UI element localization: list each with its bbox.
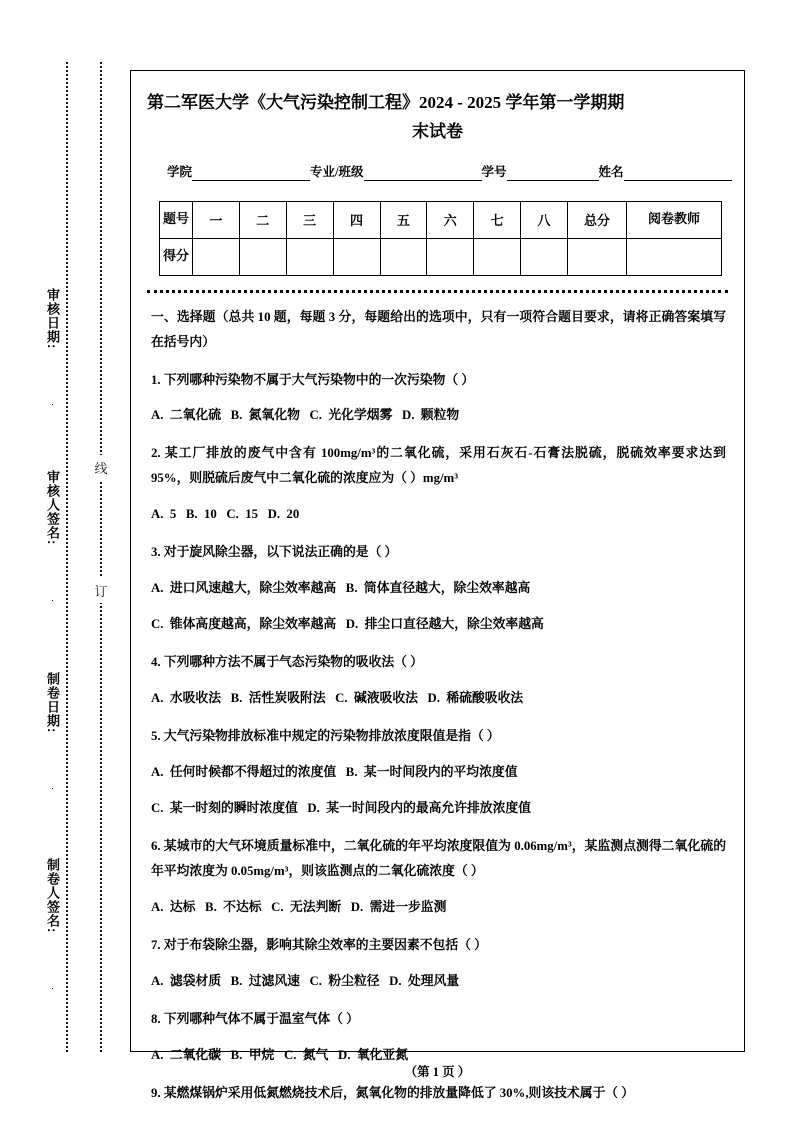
margin-label-reviewer-signature-rule [52,548,53,601]
question-7-options[interactable]: A. 滤袋材质 B. 过滤风速 C. 粉尘粒径 D. 处理风量 [151,973,460,988]
margin-label-reviewer-signature [18,470,62,601]
score-table-col-5: 五 [380,201,427,238]
score-cell-5[interactable] [380,238,427,275]
score-table-col-2: 二 [239,201,286,238]
margin-label-producer-signature-text: 制卷人签名: [45,858,60,934]
field-student-id-input[interactable] [507,167,599,181]
question-7-stem [151,933,726,958]
question-9-stem [151,1081,726,1106]
question-2-number: 2. [151,446,161,461]
score-table-col-1: 一 [193,201,240,238]
section-divider [147,290,728,293]
question-3-options-line-1[interactable]: A. 进口风速越大，除尘效率越高 B. 筒体直径越大，除尘效率越高 [151,581,531,596]
question-5-number: 5. [151,729,161,744]
score-cell-3[interactable] [286,238,333,275]
field-name-input[interactable] [624,167,732,181]
question-5-options-line-2[interactable]: C. 某一时刻的瞬时浓度值 D. 某一时间段内的最高允许排放浓度值 [151,800,531,815]
margin-label-production-date-rule [52,736,53,789]
page-title-line2: 末试卷 [412,122,463,142]
score-table-col-4: 四 [333,201,380,238]
field-major-class-input[interactable] [364,167,482,181]
score-table-col-total: 总分 [568,201,627,238]
field-college-label: 学院 [167,164,193,179]
question-8-text: 下列哪种气体不属于温室气体（ ） [163,1011,359,1026]
question-6-stem [151,834,726,884]
question-3-stem [151,540,726,565]
score-table-score-row [160,238,722,275]
question-5-text: 大气污染物排放标准中规定的污染物排放浓度限值是指（ ） [163,729,500,744]
page-footer: （第 1 页 ） [404,1065,471,1079]
score-cell-teacher[interactable] [627,238,722,275]
question-9-text: 某燃煤锅炉采用低氮燃烧技术后，氮氧化物的排放量降低了 30%,则该技术属于（ ） [163,1085,635,1100]
left-margin-labels [18,0,62,1122]
score-table-col-teacher: 阅卷教师 [627,201,722,238]
margin-label-review-date [18,288,62,405]
score-cell-total[interactable] [568,238,627,275]
score-table-header-row [160,201,722,238]
question-7-text: 对于布袋除尘器，影响其除尘效率的主要因素不包括（ ） [163,937,487,952]
question-2-stem [151,441,726,491]
binding-dashed-line-outer [66,62,68,1052]
margin-label-producer-signature-rule [52,936,53,989]
score-cell-7[interactable] [474,238,521,275]
question-3-number: 3. [151,545,161,560]
field-major-class-label: 专业/班级 [310,164,364,179]
question-1-options[interactable]: A. 二氧化硫 B. 氮氧化物 C. 光化学烟雾 D. 颗粒物 [151,408,460,423]
question-6-text: 某城市的大气环境质量标准中，二氧化硫的年平均浓度限值为 0.06mg/m³，某监测点测得二氧化硫的年平均浓度为 0.05mg/m³，则该监测点的二氧化硫浓度（ ） [151,838,726,878]
score-table-col-7: 七 [474,201,521,238]
section-heading: 一、选择题（总共 10 题，每题 3 分，每题给出的选项中，只有一项符合题目要求，请将正确答案填写在括号内） [151,309,726,349]
question-8-stem [151,1007,726,1032]
score-table-col-6: 六 [427,201,474,238]
score-cell-1[interactable] [193,238,240,275]
question-1-number: 1. [151,372,161,387]
question-9-number: 9. [151,1085,161,1100]
page-title: 第二军医大学《大气污染控制工程》2024 - 2025 学年第一学期期 [147,93,625,112]
question-4-options[interactable]: A. 水吸收法 B. 活性炭吸附法 C. 碱液吸收法 D. 稀硫酸吸收法 [151,691,524,706]
margin-label-producer-signature [18,858,62,989]
field-major-class [310,162,481,181]
identity-fields [167,162,724,181]
question-4-stem [151,650,726,675]
score-table [159,201,722,276]
question-1-text: 下列哪种污染物不属于大气污染物中的一次污染物（ ） [163,372,475,387]
question-8-number: 8. [151,1011,161,1026]
question-7-number: 7. [151,937,161,952]
question-4-text: 下列哪种方法不属于气态污染物的吸收法（ ） [163,655,423,670]
binding-mark-ding: 订 [90,578,112,603]
question-8-options[interactable]: A. 二氧化碳 B. 甲烷 C. 氮气 D. 氧化亚氮 [151,1047,409,1062]
binding-mark-xian: 线 [90,455,112,480]
margin-label-production-date-text: 制卷日期: [45,672,60,734]
question-4-number: 4. [151,655,161,670]
question-3-text: 对于旋风除尘器，以下说法正确的是（ ） [163,545,398,560]
question-2-text: 某工厂排放的废气中含有 100mg/m³的二氧化硫，采用石灰石-石膏法脱硫，脱硫效率要求达到 95%，则脱硫后废气中二氧化硫的浓度应为（ ）mg/m³ [151,446,726,486]
field-student-id [482,162,599,181]
question-6-options[interactable]: A. 达标 B. 不达标 C. 无法判断 D. 需进一步监测 [151,899,447,914]
score-table-col-8: 八 [521,201,568,238]
question-5-options-line-1[interactable]: A. 任何时候都不得超过的浓度值 B. 某一时间段内的平均浓度值 [151,765,518,780]
field-college [167,162,310,181]
binding-dashed-line-inner [100,62,102,1052]
score-cell-2[interactable] [239,238,286,275]
field-student-id-label: 学号 [481,164,507,179]
score-cell-6[interactable] [427,238,474,275]
field-college-input[interactable] [192,167,310,181]
question-3-options-line-2[interactable]: C. 锥体高度越高，除尘效率越高 D. 排尘口直径越大，除尘效率越高 [151,617,544,632]
score-cell-8[interactable] [521,238,568,275]
margin-label-review-date-rule [52,352,53,405]
margin-label-reviewer-signature-text: 审核人签名: [45,470,60,546]
questions-area [151,305,726,1106]
score-table-col-3: 三 [286,201,333,238]
margin-label-review-date-text: 审核日期: [45,288,60,350]
question-2-options[interactable]: A. 5 B. 10 C. 15 D. 20 [151,507,300,522]
margin-label-production-date [18,672,62,789]
question-1-stem [151,368,726,393]
question-6-number: 6. [151,838,161,853]
field-name-label: 姓名 [598,164,624,179]
score-table-row-label-score: 得分 [160,238,193,275]
score-table-row-label-number: 题号 [160,201,193,238]
field-name [599,162,732,181]
score-cell-4[interactable] [333,238,380,275]
question-5-stem [151,724,726,749]
